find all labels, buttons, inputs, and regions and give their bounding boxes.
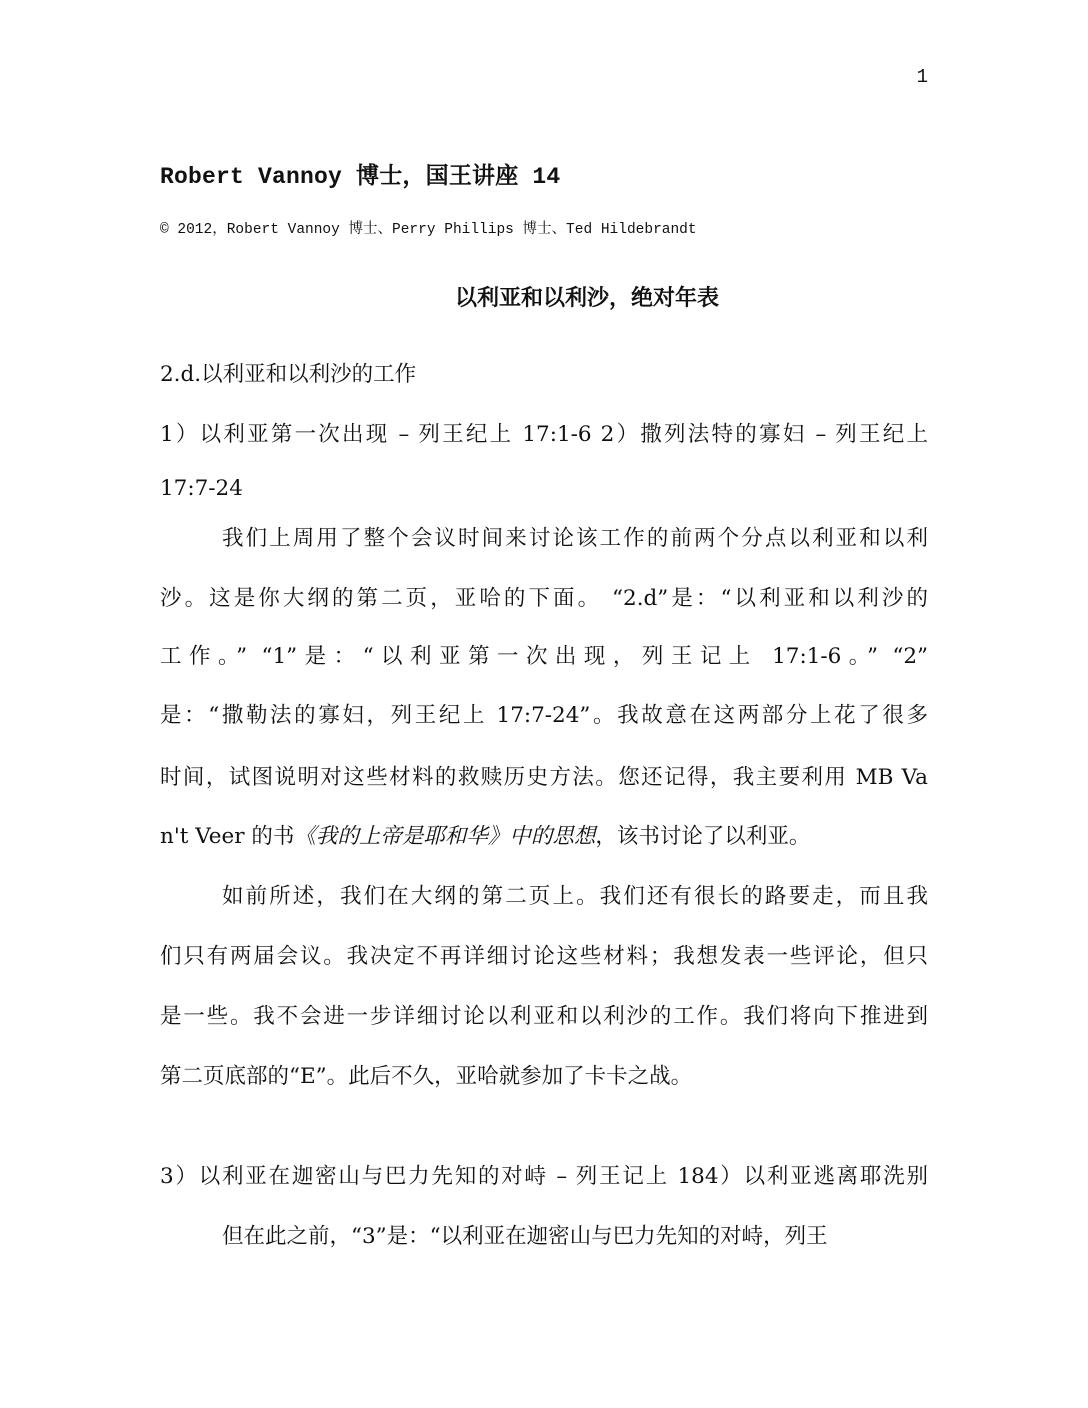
paragraph-line: 们只有两届会议。我决定不再详细讨论这些材料；我想发表一些评论，但只: [160, 944, 928, 969]
paragraph-line: 我们上周用了整个会议时间来讨论该工作的前两个分点以利亚和以利: [222, 526, 928, 551]
outline-items-3-4: 3）以利亚在迦密山与巴力先知的对峙 – 列王记上 184）以利亚逃离耶洗别: [160, 1164, 928, 1189]
paragraph-line: 时间，试图说明对这些材料的救赎历史方法。您还记得，我主要利用 MB Va: [160, 765, 928, 790]
paragraph-line: [160, 826, 928, 848]
lecture-subtitle: 以利亚和以利沙，绝对年表: [455, 285, 720, 311]
paragraph-line: 工作。” “1”是：“以利亚第一次出现，列王记上 17:1-6。” “2”: [160, 644, 928, 669]
outline-section-2d: 2.d.以利亚和以利沙的工作: [160, 362, 417, 387]
document-title: Robert Vannoy 博士，国王讲座 14: [160, 164, 561, 190]
paragraph-line: 是一些。我不会进一步详细讨论以利亚和以利沙的工作。我们将向下推进到: [160, 1004, 928, 1029]
line-text: ，该书讨论了以利亚。: [595, 824, 811, 849]
copyright-line: © 2012，Robert Vannoy 博士、Perry Phillips 博士、Ted Hildebrandt: [160, 222, 697, 238]
paragraph-3-line: 但在此之前，“3”是：“以利亚在迦密山与巴力先知的对峙，列王: [222, 1224, 828, 1249]
paragraph-line: 第二页底部的“E”。此后不久，亚哈就参加了卡卡之战。: [160, 1064, 693, 1089]
paragraph-line: 是：“撒勒法的寡妇，列王纪上 17:7-24”。我故意在这两部分上花了很多: [160, 703, 928, 728]
book-title: 《我的上帝是耶和华》中的思想: [294, 824, 596, 849]
line-text: n't Veer 的书: [160, 824, 295, 849]
outline-items-1-2: 1）以利亚第一次出现 – 列王纪上 17:1-6 2）撒列法特的寡妇 – 列王纪上: [160, 422, 928, 447]
page-number: 1: [916, 66, 928, 88]
paragraph-line: 沙。这是你大纲的第二页，亚哈的下面。 “2.d”是：“以利亚和以利沙的: [160, 586, 928, 611]
paragraph-line: 如前所述，我们在大纲的第二页上。我们还有很长的路要走，而且我: [222, 884, 928, 909]
outline-items-1-2-continued: 17:7-24: [160, 476, 243, 501]
